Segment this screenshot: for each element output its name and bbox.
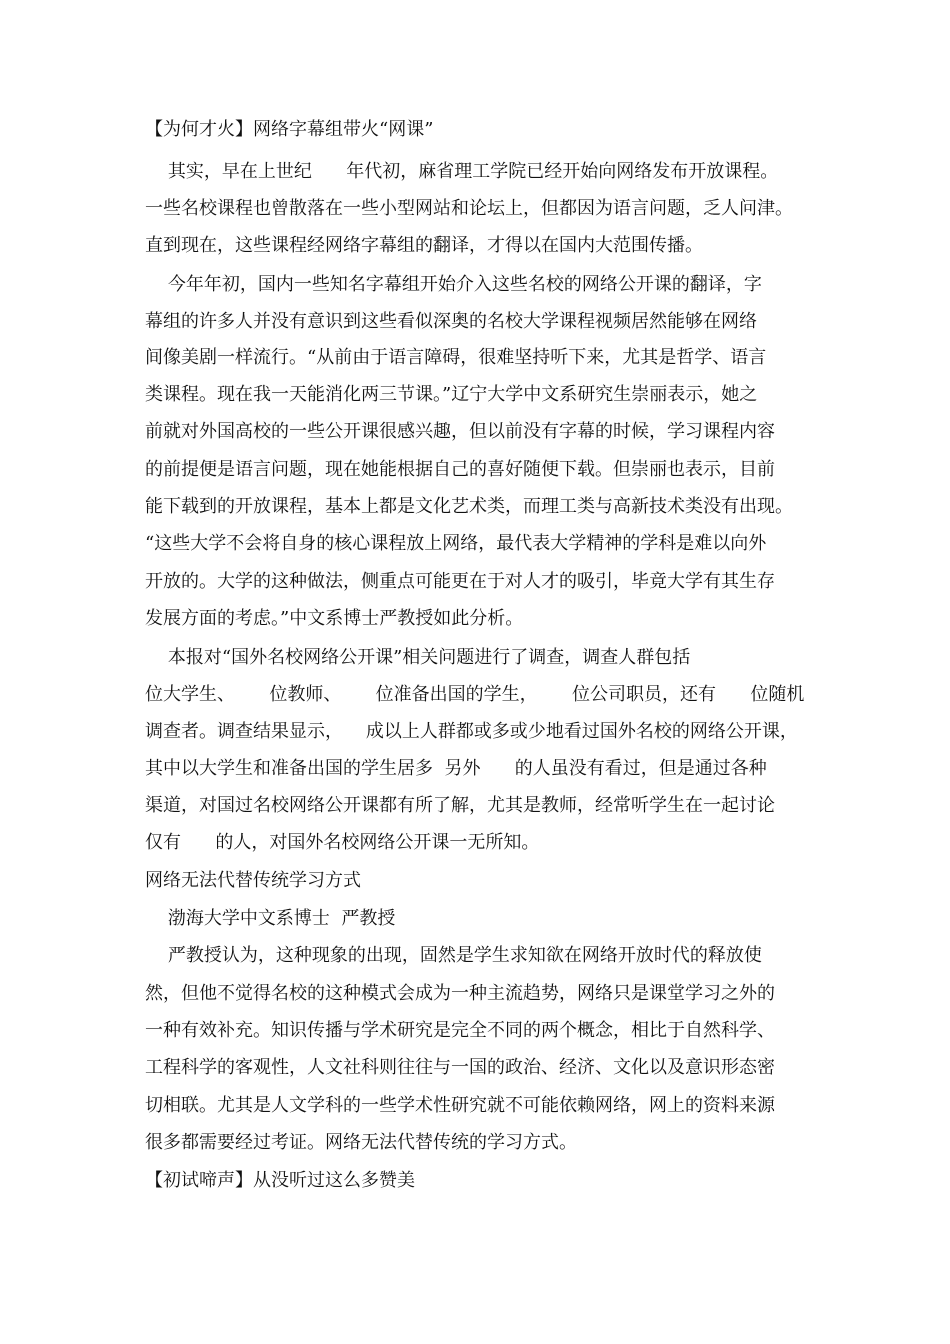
- paragraph-line: 位大学生、 位教师、 位准备出国的学生， 位公司职员，还有 位随机: [145, 684, 805, 705]
- paragraph-line: 能下载到的开放课程，基本上都是文化艺术类，而理工类与高新技术类没有出现。: [145, 496, 793, 517]
- paragraph-line: 幕组的许多人并没有意识到这些看似深奥的名校大学课程视频居然能够在网络: [145, 311, 757, 332]
- paragraph-line: 仅有 的人，对国外名校网络公开课一无所知。: [145, 832, 540, 853]
- paragraph-line: 直到现在，这些课程经网络字幕组的翻译，才得以在国内大范围传播。: [145, 235, 703, 256]
- paragraph-line: 发展方面的考虑。”中文系博士严教授如此分析。: [145, 608, 524, 629]
- section-heading-network-cannot-replace: 网络无法代替传统学习方式: [145, 870, 361, 891]
- paragraph-line: 然，但他不觉得名校的这种模式会成为一种主流趋势，网络只是课堂学习之外的: [145, 983, 775, 1004]
- paragraph-line: 其中以大学生和准备出国的学生居多 另外 的人虽没有看过，但是通过各种: [145, 758, 767, 779]
- section-heading-first-try: 【初试啼声】从没听过这么多赞美: [145, 1170, 415, 1191]
- paragraph-line: 渠道，对国过名校网络公开课都有所了解，尤其是教师，经常听学生在一起讨论: [145, 795, 775, 816]
- paragraph-line: 调查者。调查结果显示， 成以上人群都或多或少地看过国外名校的网络公开课，: [145, 721, 798, 742]
- paragraph-line: 今年年初，国内一些知名字幕组开始介入这些名校的网络公开课的翻译，字: [145, 274, 762, 295]
- paragraph-line: 本报对“国外名校网络公开课”相关问题进行了调查，调查人群包括: [145, 647, 691, 668]
- paragraph-line: 切相联。尤其是人文学科的一些学术性研究就不可能依赖网络，网上的资料来源: [145, 1095, 775, 1116]
- paragraph-line: 其实，早在上世纪 年代初，麻省理工学院已经开始向网络发布开放课程。: [145, 161, 779, 182]
- paragraph-line: 间像美剧一样流行。“从前由于语言障碍，很难坚持听下来，尤其是哲学、语言: [145, 347, 767, 368]
- paragraph-line: 严教授认为，这种现象的出现，固然是学生求知欲在网络开放时代的释放使: [145, 945, 762, 966]
- paragraph-line: “这些大学不会将自身的核心课程放上网络，最代表大学精神的学科是难以向外: [145, 533, 767, 554]
- paragraph-line: 工程科学的客观性，人文社科则往往与一国的政治、经济、文化以及意识形态密: [145, 1057, 775, 1078]
- paragraph-line: 类课程。现在我一天能消化两三节课。”辽宁大学中文系研究生崇丽表示，她之: [145, 384, 758, 405]
- paragraph-line: 前就对外国高校的一些公开课很感兴趣，但以前没有字幕的时候，学习课程内容: [145, 421, 775, 442]
- paragraph-line: 很多都需要经过考证。网络无法代替传统的学习方式。: [145, 1132, 577, 1153]
- paragraph-line: 开放的。大学的这种做法，侧重点可能更在于对人才的吸引，毕竟大学有其生存: [145, 571, 775, 592]
- paragraph-line: 一种有效补充。知识传播与学术研究是完全不同的两个概念，相比于自然科学、: [145, 1020, 775, 1041]
- section-heading-why-popular: 【为何才火】网络字幕组带火“网课”: [145, 119, 434, 140]
- paragraph-line: 一些名校课程也曾散落在一些小型网站和论坛上，但都因为语言问题，乏人问津。: [145, 198, 793, 219]
- paragraph-line: 的前提便是语言问题，现在她能根据自己的喜好随便下载。但崇丽也表示，目前: [145, 459, 775, 480]
- author-line: 渤海大学中文系博士 严教授: [145, 908, 396, 929]
